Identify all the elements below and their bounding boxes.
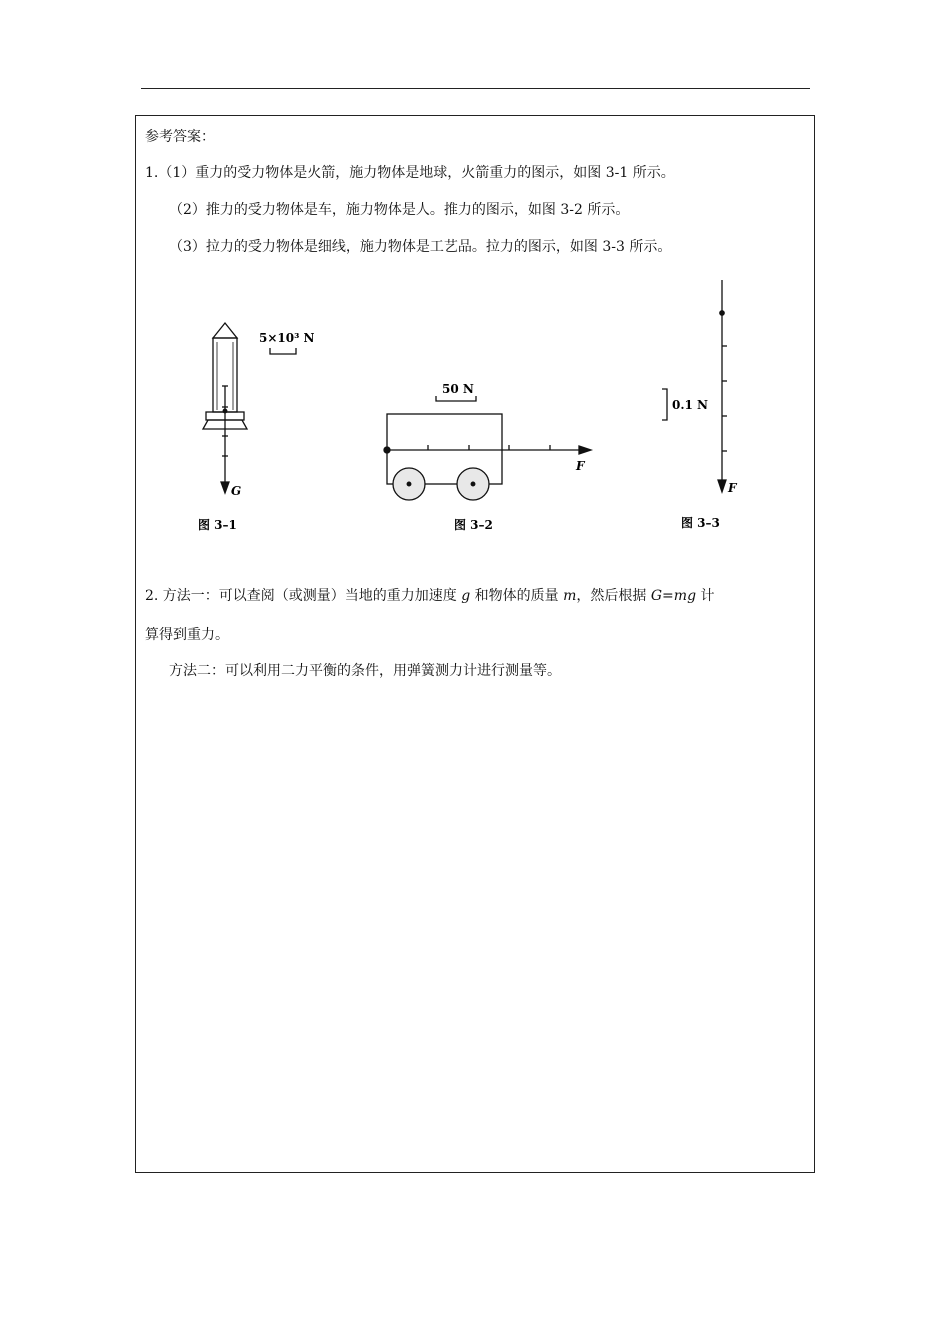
pull-origin-dot xyxy=(720,311,724,315)
figure-3-2 xyxy=(384,396,591,500)
q2-text-a: 2. 方法一：可以查阅（或测量）当地的重力加速度 xyxy=(145,588,462,604)
fig1-scale-label: 5×10³ N xyxy=(259,331,315,345)
q1-part1: 1.（1）重力的受力物体是火箭，施力物体是地球，火箭重力的图示，如图 3-1 所示。 xyxy=(145,165,675,181)
q2-text-c: ，然后根据 xyxy=(576,588,651,604)
answer-box xyxy=(135,115,815,1173)
scale-bracket-3-2 xyxy=(436,396,476,401)
rocket-nose xyxy=(213,323,237,338)
fig1-caption: 图 3–1 xyxy=(198,518,237,532)
cart-wheel-front-axle xyxy=(407,482,411,486)
figure-3-3 xyxy=(662,280,727,492)
cart-wheel-rear-axle xyxy=(471,482,475,486)
push-origin-dot xyxy=(384,447,390,453)
scale-bracket-3-3 xyxy=(662,389,667,420)
q2-method2: 方法二：可以利用二力平衡的条件，用弹簧测力计进行测量等。 xyxy=(169,663,561,679)
push-arrowhead xyxy=(579,446,591,454)
formula-gmg: G=mg xyxy=(650,588,697,604)
gravity-arrowhead xyxy=(221,482,229,493)
header-rule xyxy=(141,88,810,89)
fig2-scale-label: 50 N xyxy=(442,382,474,396)
q2-method1-line1 xyxy=(145,587,714,605)
answer-heading: 参考答案： xyxy=(145,129,215,145)
q1-part2: （2）推力的受力物体是车，施力物体是人。推力的图示，如图 3-2 所示。 xyxy=(169,202,630,218)
fig3-force-label: F xyxy=(728,481,737,495)
fig1-force-label: G xyxy=(231,484,242,498)
q2-method1-line2: 算得到重力。 xyxy=(145,627,229,643)
pull-arrowhead xyxy=(718,480,726,492)
fig2-force-label: F xyxy=(576,459,585,473)
scale-bracket-3-1 xyxy=(270,348,296,354)
var-g: g xyxy=(461,588,471,604)
q2-text-b: 和物体的质量 xyxy=(470,588,564,604)
var-m: m xyxy=(563,588,577,604)
fig3-caption: 图 3–3 xyxy=(681,516,720,530)
force-diagrams xyxy=(136,116,816,546)
q1-part3: （3）拉力的受力物体是细线，施力物体是工艺品。拉力的图示，如图 3-3 所示。 xyxy=(169,239,672,255)
figure-3-1 xyxy=(203,323,296,493)
q2-text-d: 计 xyxy=(696,588,715,604)
fig2-caption: 图 3–2 xyxy=(454,518,493,532)
gravity-origin-dot xyxy=(223,409,227,413)
fig3-scale-label: 0.1 N xyxy=(672,398,709,412)
